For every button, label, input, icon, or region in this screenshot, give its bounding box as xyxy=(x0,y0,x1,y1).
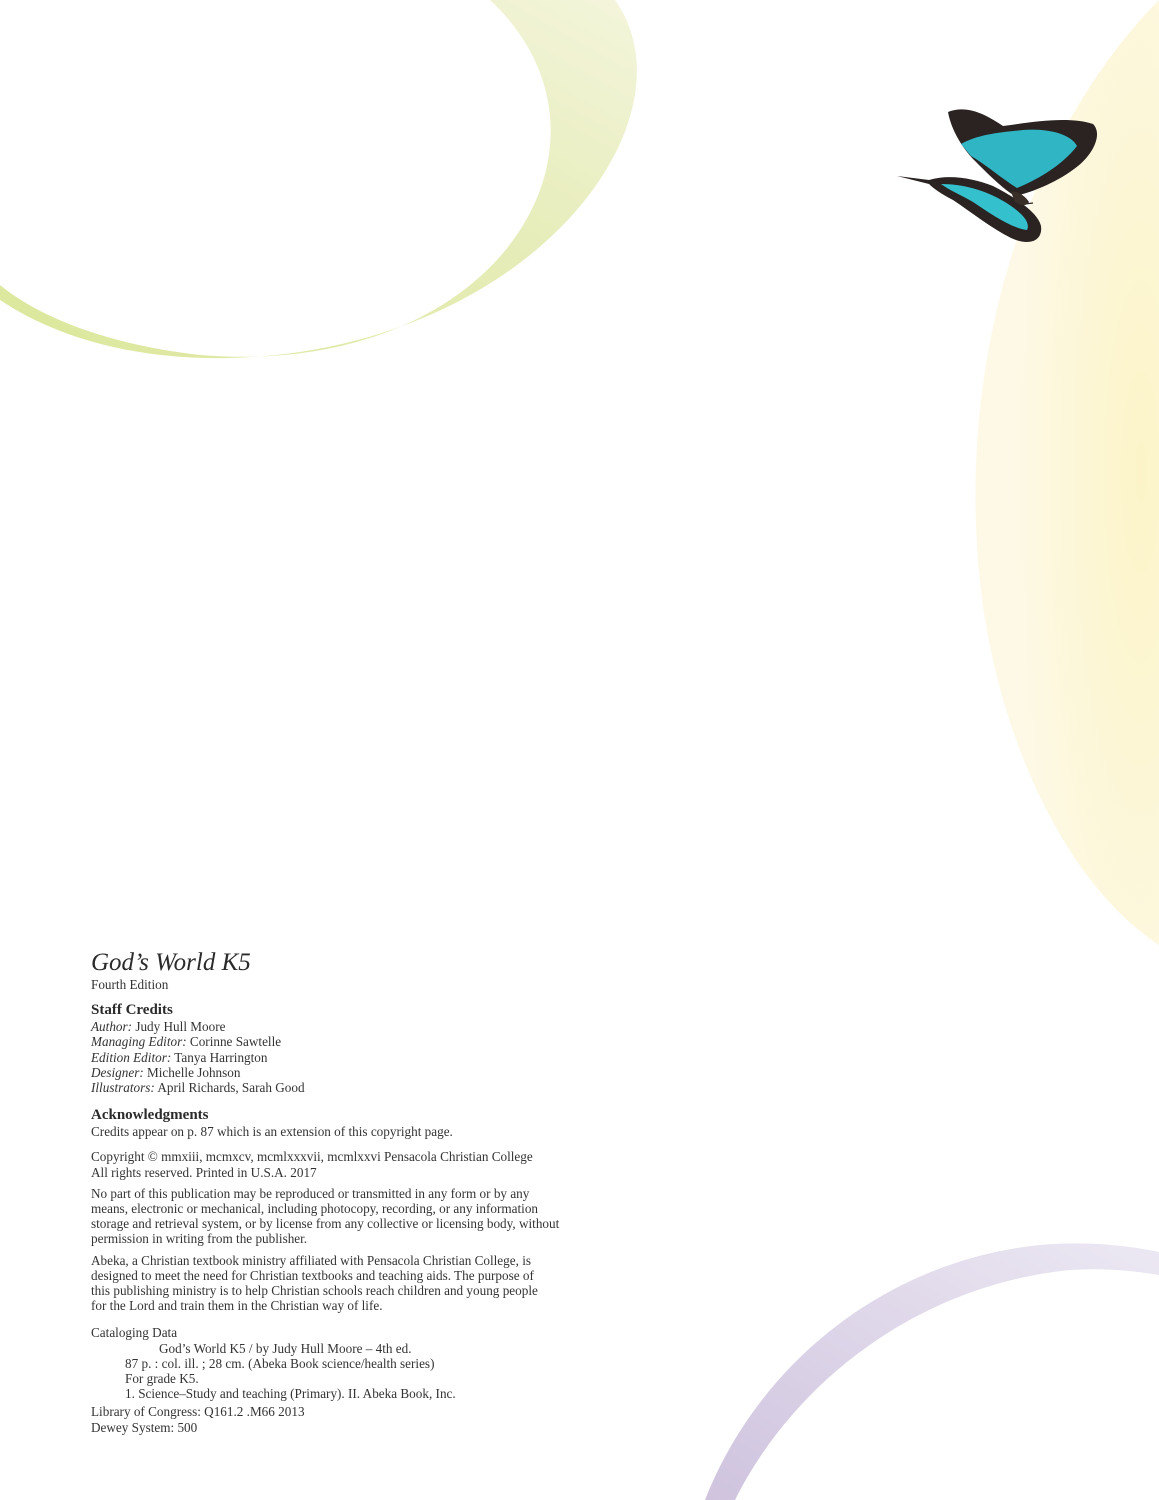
staff-credits-heading: Staff Credits xyxy=(91,1002,173,1019)
reproduction-notice-line: No part of this publication may be reproduced or transmitted in any form or by any xyxy=(91,1185,530,1201)
credit-name: Judy Hull Moore xyxy=(135,1019,226,1035)
credit-edition-editor xyxy=(91,1050,611,1065)
credit-managing-editor xyxy=(91,1034,611,1049)
ministry-statement-line: this publishing ministry is to help Christian schools reach children and young people xyxy=(91,1283,538,1299)
cataloging-entry: God’s World K5 / by Judy Hull Moore – 4th ed. xyxy=(159,1340,412,1356)
book-title: God’s World K5 xyxy=(91,949,251,976)
cataloging-heading: Cataloging Data xyxy=(91,1325,178,1341)
book-edition: Fourth Edition xyxy=(91,977,169,992)
credit-role: Edition Editor: xyxy=(91,1049,172,1065)
credit-illustrators xyxy=(91,1080,611,1095)
dewey-system: Dewey System: 500 xyxy=(91,1419,198,1435)
rights-line: All rights reserved. Printed in U.S.A. 2017 xyxy=(91,1164,317,1180)
credit-role: Managing Editor: xyxy=(91,1034,187,1050)
credit-designer xyxy=(91,1065,611,1080)
credit-role: Author: xyxy=(91,1019,133,1035)
library-of-congress: Library of Congress: Q161.2 .M66 2013 xyxy=(91,1404,305,1420)
cataloging-line: 1. Science–Study and teaching (Primary). II. Abeka Book, Inc. xyxy=(125,1386,456,1402)
reproduction-notice-line: means, electronic or mechanical, including photocopy, recording, or any information xyxy=(91,1201,539,1217)
credit-name: Tanya Harrington xyxy=(174,1049,268,1065)
ministry-statement-line: Abeka, a Christian textbook ministry affiliated with Pensacola Christian College, is xyxy=(91,1252,531,1268)
credit-name: Corinne Sawtelle xyxy=(189,1034,282,1050)
credit-name: Michelle Johnson xyxy=(147,1064,241,1080)
acknowledgments-text: Credits appear on p. 87 which is an extension of this copyright page. xyxy=(91,1124,453,1140)
credit-role: Illustrators: xyxy=(91,1080,155,1096)
reproduction-notice-line: storage and retrieval system, or by license from any collective or licensing body, without xyxy=(91,1216,560,1232)
green-crescent xyxy=(0,0,637,358)
ministry-statement-line: for the Lord and train them in the Christian way of life. xyxy=(91,1298,383,1314)
acknowledgments-heading: Acknowledgments xyxy=(91,1107,209,1124)
cataloging-line: For grade K5. xyxy=(125,1371,199,1387)
cataloging-line: 87 p. : col. ill. ; 28 cm. (Abeka Book science/health series) xyxy=(125,1355,435,1371)
copyright-page-text xyxy=(91,948,611,1435)
ministry-statement-line: designed to meet the need for Christian textbooks and teaching aids. The purpose of xyxy=(91,1267,534,1283)
purple-crescent xyxy=(705,1243,1159,1500)
credit-role: Designer: xyxy=(91,1064,144,1080)
credit-author xyxy=(91,1019,611,1034)
credit-name: April Richards, Sarah Good xyxy=(157,1080,305,1096)
copyright-line: Copyright © mmxiii, mcmxcv, mcmlxxxvii, mcmlxxvi Pensacola Christian College xyxy=(91,1149,533,1165)
reproduction-notice-line: permission in writing from the publisher. xyxy=(91,1231,308,1247)
butterfly-illustration xyxy=(893,104,1103,246)
